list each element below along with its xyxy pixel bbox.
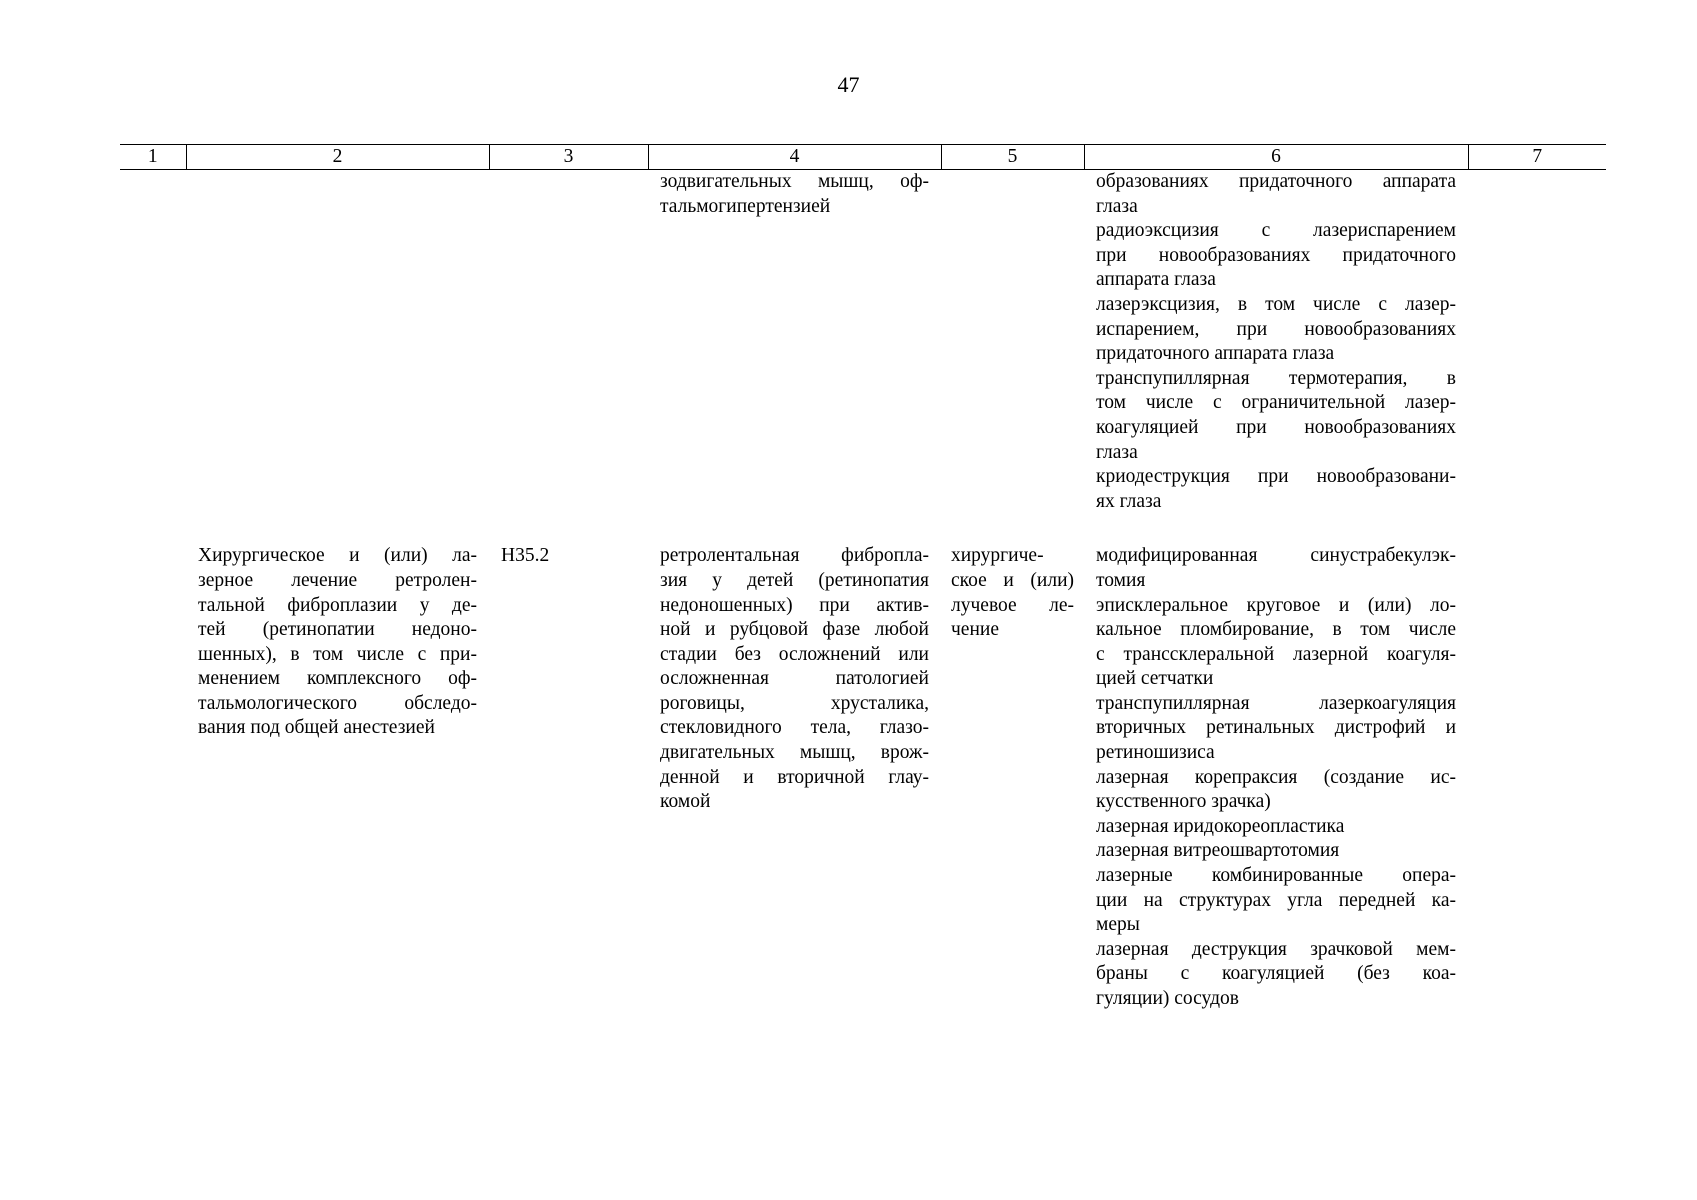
- cell-treatment-type: [941, 544, 1084, 1011]
- column-header-2: 2: [186, 145, 489, 170]
- text-line: лазерная корепраксия (создание ис-: [1096, 766, 1456, 788]
- cell-icd-code: [489, 170, 648, 545]
- cell-number: [120, 544, 186, 1011]
- text-line: глаза: [1096, 441, 1138, 463]
- text-line: тальмогипертензией: [660, 195, 831, 217]
- cell-treatment-methods: [1084, 170, 1468, 545]
- cell-diagnosis: [648, 170, 941, 545]
- text-line: лазерные комбинированные опера-: [1096, 865, 1456, 887]
- text-line: кальное пломбирование, в том числе: [1096, 619, 1456, 641]
- cell-treatment-type: [941, 170, 1084, 545]
- text-line: недоношенных) при актив-: [660, 594, 929, 616]
- cell-icd-code: H35.2: [501, 545, 550, 567]
- text-line: шенных), в том числе с при-: [198, 643, 477, 665]
- text-line: тальной фиброплазии у де-: [198, 594, 477, 616]
- text-line: с транссклеральной лазерной коагуля-: [1096, 643, 1456, 665]
- text-line: придаточного аппарата глаза: [1096, 343, 1335, 365]
- text-line: ретиношизиса: [1096, 742, 1215, 764]
- column-header-7: 7: [1468, 145, 1606, 170]
- column-header-6: 6: [1084, 145, 1468, 170]
- cell-procedure-name: [186, 544, 489, 1011]
- text-line: кусственного зрачка): [1096, 791, 1271, 813]
- text-line: комой: [660, 791, 711, 813]
- text-line: гуляции) сосудов: [1096, 988, 1239, 1009]
- text-line: радиоэксцизия с лазериспарением: [1096, 220, 1456, 242]
- text-line: зодвигательных мышц, оф-: [660, 171, 929, 192]
- cell-procedure-name: [186, 170, 489, 545]
- text-line: меры: [1096, 914, 1140, 936]
- text-line: транспупиллярная лазеркоагуляция: [1096, 692, 1456, 714]
- text-line: стекловидного тела, глазо-: [660, 717, 929, 739]
- column-header-5: 5: [941, 145, 1084, 170]
- column-header-3: 3: [489, 145, 648, 170]
- text-line: образованиях придаточного аппарата: [1096, 171, 1456, 192]
- text-line: осложненная патологией: [660, 668, 929, 690]
- cell-cost: [1468, 170, 1606, 545]
- cell-number: [120, 170, 186, 545]
- text-line: глаза: [1096, 195, 1138, 217]
- text-line: роговицы, хрусталика,: [660, 692, 929, 714]
- text-line: аппарата глаза: [1096, 269, 1216, 291]
- column-header-1: 1: [120, 145, 186, 170]
- text-line: вторичных ретинальных дистрофий и: [1096, 717, 1456, 739]
- cell-diagnosis: [648, 544, 941, 1011]
- text-line: двигательных мышц, врож-: [660, 742, 929, 764]
- text-line: зия у детей (ретинопатия: [660, 569, 929, 591]
- text-line: ское и (или): [951, 569, 1074, 591]
- text-line: при новообразованиях придаточного: [1096, 244, 1456, 266]
- text-line: вания под общей анестезией: [198, 717, 435, 739]
- table-row: [120, 544, 1606, 1011]
- table-row: [120, 170, 1606, 545]
- text-line: браны с коагуляцией (без коа-: [1096, 963, 1456, 985]
- text-line: менением комплексного оф-: [198, 668, 477, 690]
- text-line: ретролентальная фибропла-: [660, 545, 929, 567]
- procedures-table: [120, 144, 1606, 1012]
- text-line: лазерная витреошвартотомия: [1096, 840, 1340, 862]
- text-line: эписклеральное круговое и (или) ло-: [1096, 594, 1456, 616]
- text-line: тей (ретинопатии недоно-: [198, 619, 477, 641]
- text-line: ции на структурах угла передней ка-: [1096, 889, 1456, 911]
- text-line: цией сетчатки: [1096, 668, 1214, 690]
- text-line: коагуляцией при новообразованиях: [1096, 416, 1456, 438]
- text-line: томия: [1096, 569, 1146, 591]
- column-header-4: 4: [648, 145, 941, 170]
- table-header-row: [120, 145, 1606, 170]
- text-line: хирургиче-: [951, 545, 1044, 567]
- text-line: лазерэксцизия, в том числе с лазер-: [1096, 293, 1456, 315]
- text-line: чение: [951, 619, 999, 641]
- text-line: ях глаза: [1096, 490, 1162, 512]
- text-line: зерное лечение ретролен-: [198, 569, 477, 591]
- text-line: транспупиллярная термотерапия, в: [1096, 367, 1456, 389]
- text-line: стадии без осложнений или: [660, 643, 929, 665]
- cell-treatment-methods: [1084, 544, 1468, 1011]
- text-line: лазерная деструкция зрачковой мем-: [1096, 938, 1456, 960]
- text-line: Хирургическое и (или) ла-: [198, 545, 477, 567]
- text-line: модифицированная синустрабекулэк-: [1096, 545, 1456, 567]
- text-line: криодеструкция при новообразовани-: [1096, 466, 1456, 488]
- cell-cost: [1468, 544, 1606, 1011]
- text-line: денной и вторичной глау-: [660, 766, 929, 788]
- text-line: лазерная иридокореопластика: [1096, 815, 1345, 837]
- text-line: лучевое ле-: [951, 594, 1074, 616]
- text-line: ной и рубцовой фазе любой: [660, 619, 929, 641]
- text-line: испарением, при новообразованиях: [1096, 318, 1456, 340]
- text-line: том числе с ограничительной лазер-: [1096, 392, 1456, 414]
- page-number: 47: [837, 72, 860, 97]
- text-line: тальмологического обследо-: [198, 692, 477, 714]
